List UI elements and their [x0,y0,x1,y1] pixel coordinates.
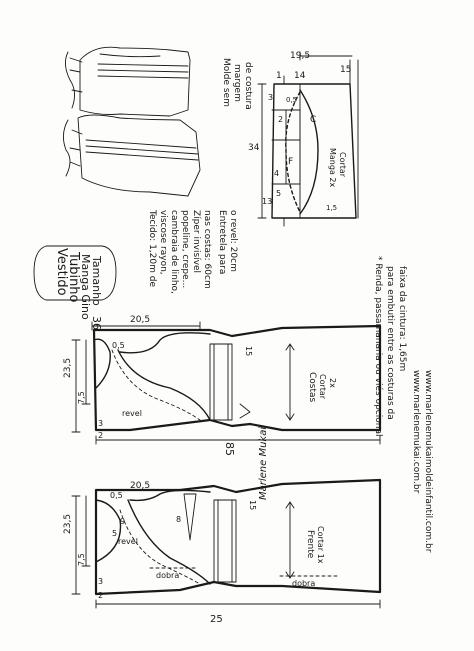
sleeve-pattern [248,51,358,226]
back-cut-qty: 2x [328,378,337,388]
sleeve-dim-1: 1 [276,71,282,81]
sleeve-dim-0-5: 0,5 [286,96,298,104]
seam-note-line3: de costura [243,62,253,110]
title-line3: Manga Gino [79,254,92,320]
seam-note-line2: margem [232,64,242,102]
back-dim-3: 3 [98,419,104,428]
back-dim-2: 2 [98,431,104,440]
back-dim-15: 15 [244,346,253,357]
front-revel: revel [118,537,138,546]
sleeve-dim-34: 34 [248,143,260,153]
materials-line8: o revel: 20cm [228,210,238,272]
back-waistband [210,344,232,420]
sleeve-dim-2: 2 [278,115,284,124]
note-line2: para embutir entre as costuras da [385,266,395,420]
title-line4: Tamanho [90,256,103,306]
front-dim-2: 2 [98,591,104,600]
sleeve-dim-1-5: 1,5 [326,204,338,212]
length-85: 85 [223,442,236,456]
title-line1: Vestido [54,248,69,296]
front-outline [96,480,380,594]
materials-text [147,209,238,294]
materials-line2: viscose rayon, [158,210,168,275]
pattern-title [54,248,103,330]
front-dim-5: 5 [112,529,118,538]
back-revel: revel [122,409,142,418]
front-dim-7-5: 7,5 [77,553,86,566]
url-2: www.marlenemukaimoldeinfantil.com.br [423,370,433,553]
back-dim-7-5: 7,5 [77,391,86,404]
back-cut-label: Cortar [318,374,327,400]
sleeve-dim-4: 4 [274,169,280,178]
front-waistband [214,500,236,582]
sleeve-piece-label2: Cortar [338,152,347,178]
front-dim-23-5: 23,5 [63,513,73,534]
seam-note [221,58,253,110]
sleeve-outline [272,84,356,218]
materials-line7: Entretela para [217,210,227,275]
sleeve-label-c: C [310,115,317,125]
front-dim-15: 15 [248,500,257,511]
sleeve-label-f: F [288,157,294,167]
url-1: www.marlenemukai.com.br [411,370,421,494]
front-piece-name: Frente [305,530,315,559]
sleeve-dim-5: 5 [276,189,282,198]
back-dim-0-5: 0,5 [112,341,125,350]
front-fold-1: dobra [156,571,180,580]
materials-line4: popeline, crepe... [180,210,190,289]
website-urls [411,370,433,553]
sleeve-dim-3: 3 [268,93,274,102]
back-dim-20-5: 20,5 [130,315,151,325]
front-cut-label: Cortar 1x [316,526,325,564]
front-dart [184,494,196,540]
optional-trim-note [373,256,407,436]
back-dim-23-5: 23,5 [63,357,73,378]
front-dim-8: 8 [176,515,182,524]
back-piece-name: Costas [307,372,317,403]
front-fold-2: dobra [292,579,316,588]
note-line3: faixa da cintura: 1,65m [397,266,407,372]
sleeve-dim-15: 15 [340,65,352,75]
signature-text: Marlene Mukai [258,426,269,500]
front-dim-9: 9 [120,517,126,526]
sleeve-dim-19-5: 19,5 [290,51,311,61]
dress-sketch [63,47,200,196]
bottom-25: 25 [210,614,223,625]
back-pattern-piece [63,315,380,444]
title-size: 36 [90,316,103,330]
front-pattern-piece [63,480,380,608]
materials-line6: nas costas: 60cm [202,210,212,289]
front-dim-3: 3 [98,577,104,586]
sleeve-piece-label: Manga 2x [328,148,337,188]
materials-line1: Tecido: 1,20m de [147,210,157,287]
front-dim-0-5: 0,5 [110,491,123,500]
materials-line5: Zíper invisível [191,210,201,274]
front-dim-20-5: 20,5 [130,481,151,491]
note-line1: * Renda, passamanaria ou viés opcional [373,256,383,437]
materials-line3: cambraia de linho, [169,210,179,294]
seam-note-line1: Molde sem [221,58,231,107]
title-line2: Tubinho [66,252,81,303]
sleeve-dim-13: 13 [262,197,273,206]
sleeve-dim-14: 14 [294,71,306,81]
sleeve-cap-curve [300,90,318,214]
